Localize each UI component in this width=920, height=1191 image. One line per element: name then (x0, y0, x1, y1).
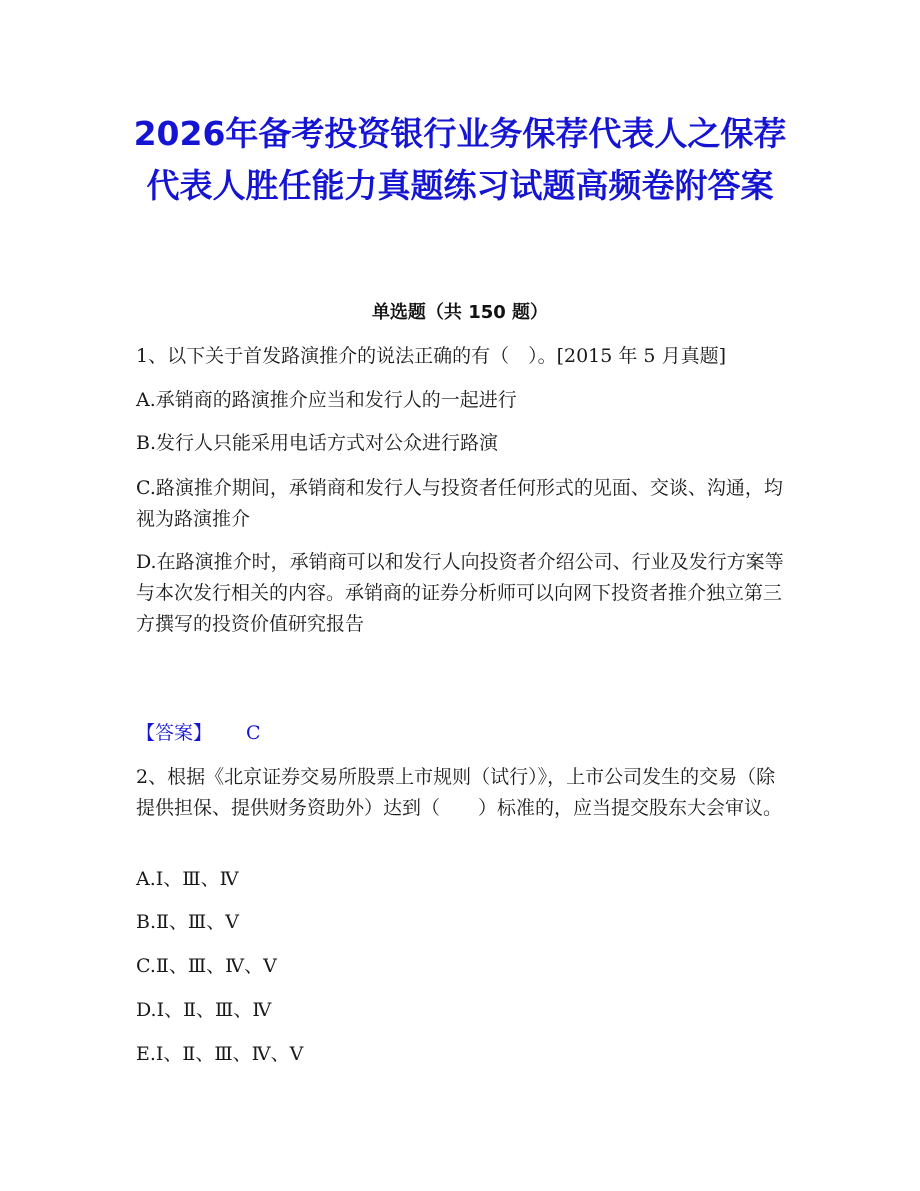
question-2-option-a: A.Ⅰ、Ⅲ、Ⅳ (136, 868, 239, 890)
question-2-option-e: E.Ⅰ、Ⅱ、Ⅲ、Ⅳ、Ⅴ (136, 1043, 304, 1065)
question-1-option-c: C.路演推介期间，承销商和发行人与投资者任何形式的见面、交谈、沟通，均视为路演推介 (136, 477, 783, 530)
question-2-stem: 2、根据《北京证券交易所股票上市规则（试行）》，上市公司发生的交易（除提供担保、提供财务资助外）达到（ ）标准的，应当提交股东大会审议。 (136, 766, 783, 819)
answer-label: 【答案】 (136, 722, 213, 744)
section-heading: 单选题（共 150 题） (371, 302, 549, 323)
page-title: 2026年备考投资银行业务保荐代表人之保荐代表人胜任能力真题练习试题高频卷附答案 (133, 114, 787, 205)
question-1-stem: 1、以下关于首发路演推介的说法正确的有（ ）。[2015 年 5 月真题] (136, 345, 726, 367)
question-2-option-d: D.Ⅰ、Ⅱ、Ⅲ、Ⅳ (136, 999, 272, 1021)
question-1-option-b: B.发行人只能采用电话方式对公众进行路演 (136, 432, 499, 454)
answer-value: C (246, 722, 261, 744)
question-1-option-d: D.在路演推介时，承销商可以和发行人向投资者介绍公司、行业及发行方案等与本次发行相关的内容。承销商的证券分析师可以向网下投资者推介独立第三方撰写的投资价值研究报告 (136, 551, 784, 635)
question-2-option-b: B.Ⅱ、Ⅲ、Ⅴ (136, 911, 239, 933)
question-2-option-c: C.Ⅱ、Ⅲ、Ⅳ、Ⅴ (136, 955, 277, 977)
answer-1 (136, 718, 261, 749)
question-1-option-a: A.承销商的路演推介应当和发行人的一起进行 (136, 389, 517, 411)
